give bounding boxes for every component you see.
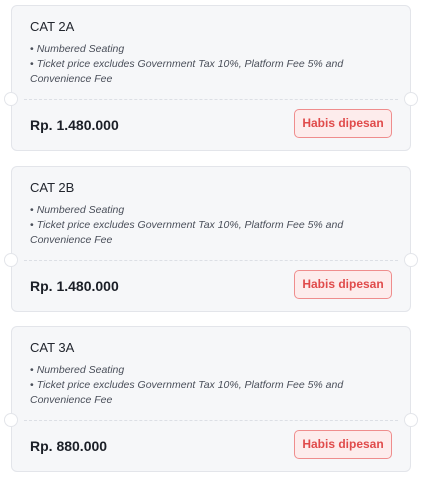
ticket-notch	[4, 413, 18, 427]
ticket-feature-list	[30, 203, 380, 248]
sold-out-button[interactable]: Habis dipesan	[294, 430, 392, 459]
ticket-divider	[24, 420, 398, 421]
sold-out-button[interactable]: Habis dipesan	[294, 270, 392, 299]
ticket-notch	[4, 92, 18, 106]
ticket-divider	[24, 99, 398, 100]
ticket-category-name: CAT 3A	[30, 340, 75, 355]
ticket-notch	[404, 413, 418, 427]
ticket-feature-item: • Ticket price excludes Government Tax 10%, Platform Fee 5% and Convenience Fee	[30, 378, 380, 408]
ticket-feature-item: • Numbered Seating	[30, 363, 380, 378]
sold-out-button[interactable]: Habis dipesan	[294, 109, 392, 138]
ticket-feature-list	[30, 42, 380, 87]
ticket-feature-list	[30, 363, 380, 408]
ticket-notch	[404, 253, 418, 267]
ticket-category-name: CAT 2B	[30, 180, 75, 195]
ticket-price: Rp. 1.480.000	[30, 117, 119, 133]
ticket-feature-item: • Ticket price excludes Government Tax 10%, Platform Fee 5% and Convenience Fee	[30, 57, 380, 87]
ticket-card-cat-3a	[11, 326, 411, 472]
ticket-category-name: CAT 2A	[30, 19, 75, 34]
ticket-feature-item: • Numbered Seating	[30, 42, 380, 57]
ticket-divider	[24, 260, 398, 261]
ticket-price: Rp. 1.480.000	[30, 278, 119, 294]
ticket-card-cat-2b	[11, 166, 411, 312]
ticket-card-cat-2a	[11, 5, 411, 151]
ticket-feature-item: • Ticket price excludes Government Tax 10%, Platform Fee 5% and Convenience Fee	[30, 218, 380, 248]
ticket-feature-item: • Numbered Seating	[30, 203, 380, 218]
ticket-price: Rp. 880.000	[30, 438, 108, 454]
ticket-notch	[404, 92, 418, 106]
ticket-notch	[4, 253, 18, 267]
